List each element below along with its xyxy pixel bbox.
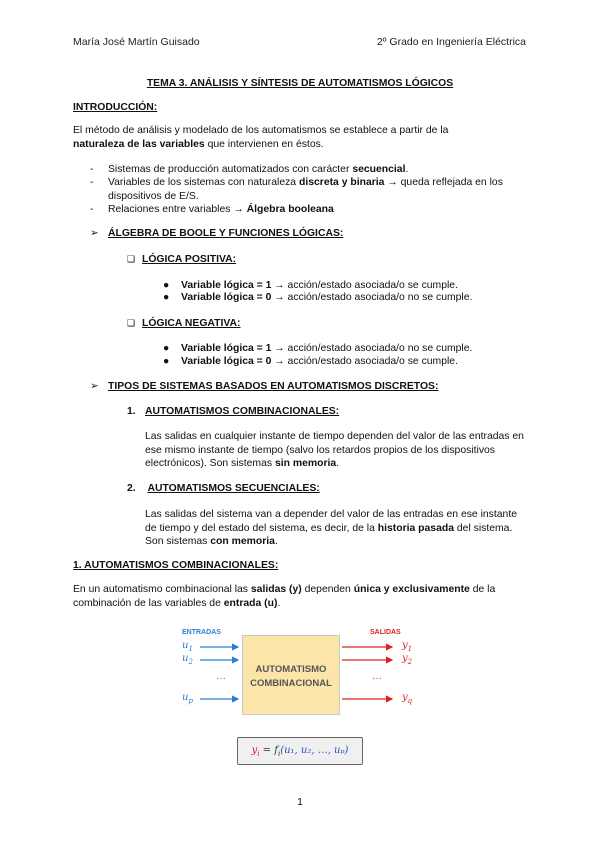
section1-paragraph: En un automatismo combinacional las salidas (y) dependen única y exclusivamente de la combinación de las variables de entrada (u). — [73, 584, 496, 609]
block-label: AUTOMATISMO COMBINACIONAL — [250, 664, 332, 689]
negative-logic-heading: ❑ LÓGICA NEGATIVA: — [127, 318, 241, 329]
combinational-block — [242, 635, 340, 715]
negative-logic-item-1: ● Variable lógica = 1 → acción/estado asociada/o no se cumple. — [163, 343, 473, 354]
sequential-heading: 2. AUTOMATISMOS SECUENCIALES: — [127, 483, 320, 494]
positive-logic-heading: ❑ LÓGICA POSITIVA: — [127, 254, 237, 265]
page-number: 1 — [297, 796, 303, 808]
dash-marker: - — [90, 177, 94, 188]
positive-logic-item-1: ● Variable lógica = 1 → acción/estado asociada/o se cumple. — [163, 280, 458, 291]
bullet-icon: ● — [163, 356, 170, 367]
arrowhead-icon: ➢ — [90, 228, 99, 239]
positive-logic-item-0: ● Variable lógica = 0 → acción/estado asociada/o no se cumple. — [163, 292, 473, 303]
negative-logic-item-0: ● Variable lógica = 0 → acción/estado asociada/o se cumple. — [163, 356, 458, 367]
bullet-icon: ● — [163, 343, 170, 354]
header-course: 2º Grado en Ingeniería Eléctrica — [376, 36, 526, 48]
inputs-label: ENTRADAS — [182, 629, 221, 636]
bullet-icon: ● — [163, 280, 170, 291]
bullet-icon: ● — [163, 292, 170, 303]
document-title: TEMA 3. ANÁLISIS Y SÍNTESIS DE AUTOMATISMOS LÓGICOS — [146, 78, 454, 89]
square-bullet-icon: ❑ — [127, 254, 136, 264]
output-y1: $y_1$ — [402, 640, 413, 653]
input-u2: $u_2$ — [182, 653, 193, 666]
intro-item-1: - Sistemas de producción automatizados con carácter secuencial. — [90, 164, 409, 175]
output-ellipsis: ··· — [372, 673, 382, 684]
algebra-heading: ➢ ÁLGEBRA DE BOOLE Y FUNCIONES LÓGICAS: — [90, 228, 344, 239]
dash-marker: - — [90, 164, 94, 175]
input-up: $u_p$ — [182, 692, 193, 705]
intro-item-3: - Relaciones entre variables → Álgebra booleana — [90, 204, 334, 215]
arrowhead-icon: ➢ — [90, 381, 99, 392]
header-author: María José Martín Guisado — [73, 36, 200, 48]
square-bullet-icon: ❑ — [127, 318, 136, 328]
output-function-formula: $y_i = f_i(u_1$, u₂, …, uₚ) — [237, 737, 363, 765]
section1-heading: 1. AUTOMATISMOS COMBINACIONALES: — [73, 560, 279, 571]
combinational-diagram — [180, 625, 420, 725]
dash-marker: - — [90, 204, 94, 215]
intro-paragraph: El método de análisis y modelado de los automatismos se establece a partir de la naturaleza de las variables que intervienen en éstos. — [73, 125, 449, 150]
intro-heading: INTRODUCCIÓN: — [73, 102, 158, 113]
outputs-label: SALIDAS — [370, 629, 401, 636]
output-y2: $y_2$ — [402, 653, 413, 666]
input-u1: $u_1$ — [182, 640, 193, 653]
sequential-description: Las salidas del sistema van a depender del valor de las entradas en ese instante de tiempo y del estado del sistema, es decir, de la historia pasada del sistema. Son sistemas con memoria. — [145, 509, 517, 548]
combinational-heading: 1. AUTOMATISMOS COMBINACIONALES: — [127, 406, 340, 417]
intro-item-2: - Variables de los sistemas con naturaleza discreta y binaria → queda reflejada en los dispositivos de E/S. — [90, 177, 503, 202]
output-yq: $y_q$ — [402, 692, 413, 705]
combinational-description: Las salidas en cualquier instante de tiempo dependen del valor de las entradas en ese mismo instante de tiempo (salvo los retardos propios de los dispositivos electrónicos). Son sistemas sin memoria. — [145, 431, 524, 470]
input-ellipsis: ··· — [216, 673, 226, 684]
tipos-heading: ➢ TIPOS DE SISTEMAS BASADOS EN AUTOMATISMOS DISCRETOS: — [90, 381, 439, 392]
